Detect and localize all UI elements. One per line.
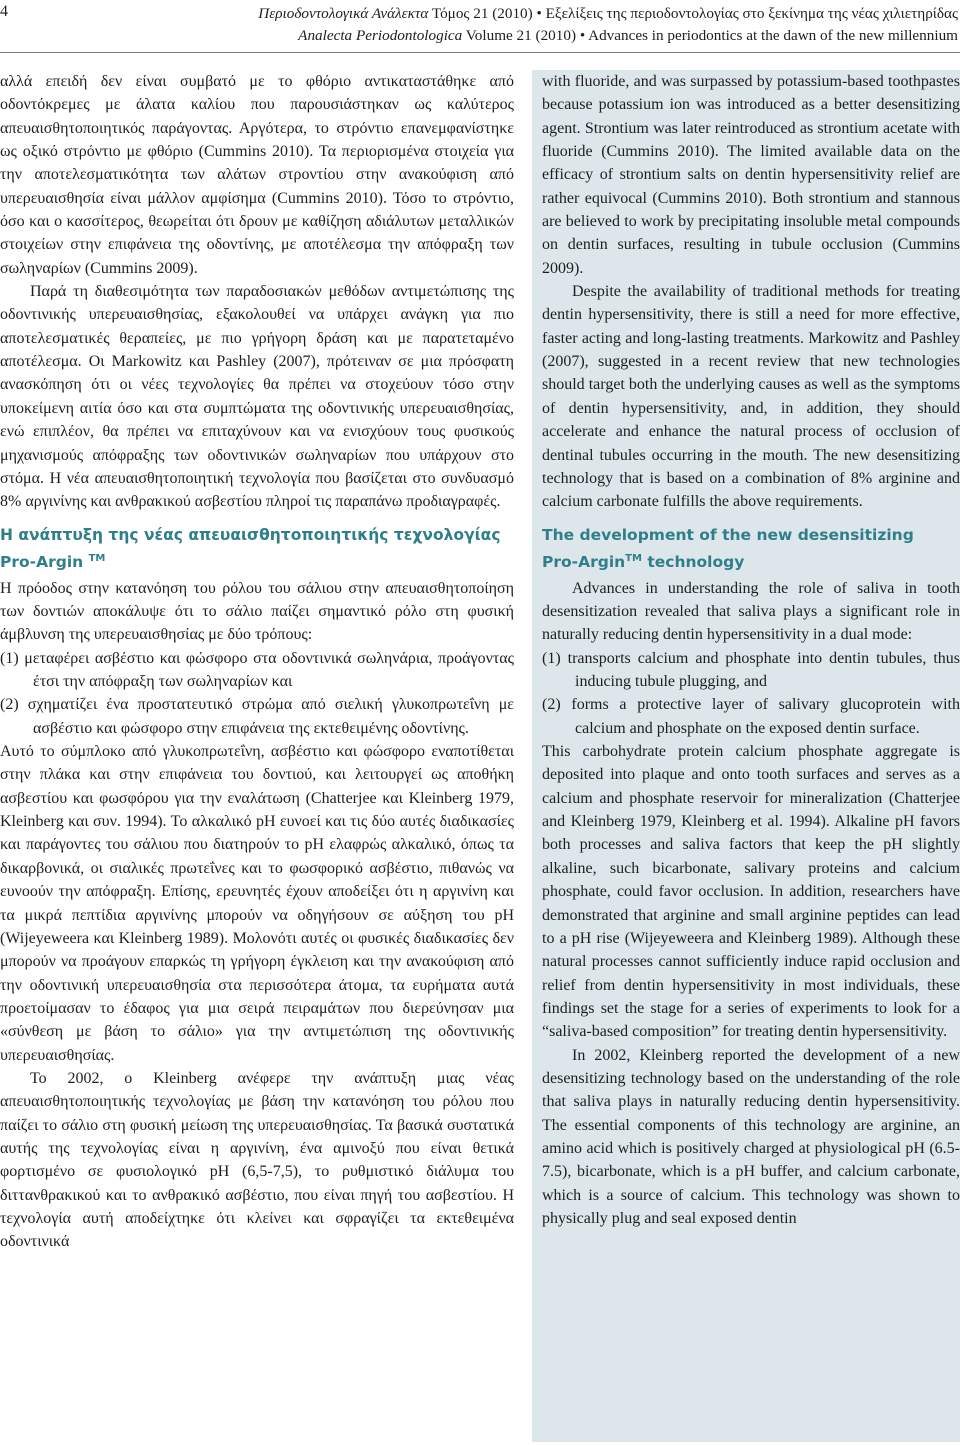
greek-paragraph-4: Αυτό το σύμπλοκο από γλυκοπρωτεΐνη, ασβέστιο και φώσφορο εναποτίθεται στην πλάκα και στην επιφάνεια του δοντιού, και λειτουργεί ως αποθήκη ασβεστίου και φωσφόρου για την εναλάτωση (Chatterjee και Kleinberg 1979, Kleinberg και συν. 1994). Το αλκαλικό pH ευνοεί και τις δύο αυτές διαδικασίες και παράγοντες του σάλιου που διατηρούν το pH ελαφρώς αλκαλικό, όπως τα δικαρβονικά, οι σιαλικές πρωτεΐνες και το φωσφορικό ασβέστιο, πιθανώς να ευνοούν την απόφραξη. Επίσης, ερευνητές έχουν αποδείξει ότι η αργινίνη και τα μικρά πεπτίδια αργινίνης μπορούν να οδηγήσουν σε αύξηση του pH (Wijeyeweera και Kleinberg 1989). Μολονότι αυτές οι φυσικές διαδικασίες δεν μπορούν να προάγουν επαρκώς τη γρήγορη έγκλειση και την ανακούφιση από την οδοντινική υπερευαισθησία στα περισσότερα άτομα, τα ευρήματα αυτά προετοίμασαν το έδαφος για μια σειρά πειραμάτων που διερεύνησαν μια «σύνθεση με βάση το σάλιο» για την αντιμετώπιση της οδοντινικής υπερευαισθησίας. [0, 743, 514, 1064]
greek-paragraph-2: Παρά τη διαθεσιμότητα των παραδοσιακών μεθόδων αντιμετώπισης της οδοντινικής υπερευαισθησίας, εξακολουθεί να υπάρχει ανάγκη για πιο αποτελεσματικές θεραπείες, με πιο γρήγορη δράση και με παρατεταμένο αποτέλεσμα. Οι Markowitz και Pashley (2007), πρότειναν σε μια πρόσφατη ανασκόπηση ότι οι νέες τεχνολογίες θα πρέπει να στοχεύουν τόσο στην υποκείμενη αιτία όσο και στα συμπτώματα της οδοντινικής υπερευαισθησίας, ενώ επιπλέον, θα πρέπει να επιταχύνουν και να ενισχύουν τους φυσικούς μηχανισμούς απόφραξης των οδοντινικών σωληναρίων που υπάρχουν στο στόμα. Η νέα απευαισθητοποιητική τεχνολογία που βασίζεται στο συνδυασμό 8% αργινίνης και ανθρακικού ασβεστίου πληροί τις παραπάνω προδιαγραφές. [0, 283, 514, 511]
greek-list-item-1: (1) μεταφέρει ασβέστιο και φώσφορο στα οδοντινικά σωληνάρια, προάγοντας έτσι την απόφραξη των σωληναρίων και [0, 649, 514, 691]
english-paragraph-2: Despite the availability of traditional methods for treating dentin hypersensitivity, there is still a need for more effective, faster acting and long-lasting treatments. Markowitz and Pashley (2007), suggested in a recent review that new technologies should target both the underlying causes as well as the symptoms of dentin hypersensitivity, and, in addition, they should accelerate and enhance the natural process of occlusion of dentinal tubules occurring in the mouth. The new desensitizing technology that is based on a combination of 8% arginine and calcium carbonate fulfills the above requirements. [542, 283, 960, 511]
volume-info-greek: Τόμος 21 (2010) • Εξελίξεις της περιοδοντολογίας στο ξεκίνημα της νέας χιλιετηρίδας [431, 5, 958, 22]
greek-heading-trademark: TM [88, 553, 106, 565]
header-rule [0, 52, 960, 53]
english-list-item-2: (2) forms a protective layer of salivary glucoprotein with calcium and phosphate on the exposed dentin surface. [542, 696, 960, 737]
running-head [258, 3, 958, 47]
english-paragraph-1: with fluoride, and was surpassed by potassium-based toothpastes because potassium ion was introduced as a better desensitizing agent. Strontium was later reintroduced as strontium acetate with fluoride (Cummins 2010). The limited available data on the efficacy of strontium salts on dentin hypersensitivity relief are rather equivocal (Cummins 2010). Both strontium and stannous are believed to work by precipitating insoluble metal compounds on dentin surfaces, resulting in tubule occlusion (Cummins 2009). [542, 73, 960, 277]
page-header [0, 0, 960, 54]
english-list-item-1: (1) transports calcium and phosphate into dentin tubules, thus inducing tubule plugging, and [542, 649, 960, 691]
greek-section-heading [0, 524, 514, 575]
english-heading-product: Pro-Argin [542, 553, 626, 572]
greek-heading-text: Η ανάπτυξη της νέας απευαισθητοποιητικής τεχνολογίας Pro-Argin [0, 525, 501, 572]
greek-paragraph-5: Το 2002, ο Kleinberg ανέφερε την ανάπτυξη μιας νέας απευαισθητοποιητικής τεχνολογίας με βάση την κατανόηση του ρόλου που παίζει το σάλιο στη φυσική μείωση της υπερευαισθησίας. Τα βασικά συστατικά αυτής της τεχνολογίας είναι η αργινίνη, ένα αμινοξύ που είναι θετικά φορτισμένο σε φυσιολογικό pH (6,5-7,5), το ρυθμιστικό διάλυμα του διττανθρακικού και το ανθρακικό ασβέστιο, που είναι πηγή του ασβεστίου. Η τεχνολογία αυτή αποδείχτηκε ότι κλείνει και σφραγίζει τα εκτεθειμένα οδοντινικά [0, 1069, 514, 1251]
page-number: 4 [0, 3, 8, 20]
english-column [532, 70, 960, 1442]
journal-title-greek: Περιοδοντολογικά Ανάλεκτα [258, 5, 429, 22]
greek-list-item-2: (2) σχηματίζει ένα προστατευτικό στρώμα από σιελική γλυκοπρωτεΐνη με ασβέστιο και φώσφορο στην επιφάνεια της εκτεθειμένης οδοντίνης. [0, 696, 514, 737]
volume-info-english: Volume 21 (2010) • Advances in periodontics at the dawn of the new millennium [465, 27, 958, 44]
english-paragraph-4: This carbohydrate protein calcium phosphate aggregate is deposited into plaque and onto tooth surfaces and serves as a calcium and phosphate reservoir for mineralization (Chatterjee and Kleinberg 1979, Kleinberg et al. 1994). Alkaline pH favors both processes and saliva factors that keep the pH slightly alkaline, such bicarbonate, salivary proteins and calcium phosphate, could favor occlusion. In addition, researchers have demonstrated that arginine and small arginine peptides can lead to a pH rise (Wijeyeweera and Kleinberg 1989). Although these natural processes cannot sufficiently induce rapid occlusion and relief from dentin hypersensitivity in most individuals, these findings set the stage for a series of experiments to look for a “saliva-based composition” for treating dentin hypersensitivity. [542, 743, 960, 1041]
greek-column [0, 70, 514, 1442]
greek-paragraph-3: Η πρόοδος στην κατανόηση του ρόλου του σάλιου στην απευαισθητοποίηση των δοντιών αποκάλυψε ότι το σάλιο παίζει σημαντικό ρόλο στη φυσική άμβλυνση της υπερευαισθησίας με δύο τρόπους: [0, 579, 514, 644]
greek-paragraph-1: αλλά επειδή δεν είναι συμβατό με το φθόριο αντικαταστάθηκε από οδοντόκρεμες με άλατα καλίου που παρουσιάστηκαν ως καλύτερος απευαισθητοποιητικός παράγοντας. Αργότερα, το στρόντιο επανεμφανίστηκε ως οξικό στρόντιο με φθόριο (Cummins 2010). Τα περιορισμένα στοιχεία για την αποτελεσματικότητα των αλάτων στροντίου στην ανακούφιση από υπερευαισθησία είναι μάλλον αμφίσημα (Cummins 2010). Τόσο το στρόντιο, όσο και ο κασσίτερος, θεωρείται ότι δρουν με καθίζηση αδιάλυτων μεταλλικών στοιχείων στην επιφάνεια της οδοντίνης, με αποτέλεσμα την απόφραξη των σωληναρίων (Cummins 2009). [0, 73, 514, 277]
english-section-heading [542, 524, 960, 575]
english-heading-trademark: TM [625, 553, 642, 565]
journal-title-english: Analecta Periodontologica [298, 27, 463, 44]
english-paragraph-3: Advances in understanding the role of saliva in tooth desensitization revealed that saliva plays a significant role in naturally reducing dentin hypersensitivity in a dual mode: [542, 579, 960, 644]
english-heading-line-1: The development of the new desensitizing [542, 525, 914, 544]
english-paragraph-5: In 2002, Kleinberg reported the development of a new desensitizing technology based on the understanding of the role that saliva plays in naturally reducing dentin hypersensitivity. The essential components of this technology are arginine, an amino acid which is positively charged at physiological pH (6.5-7.5), bicarbonate, which is a pH buffer, and calcium carbonate, which is a source of calcium. This technology was shown to physically plug and seal exposed dentin [542, 1046, 960, 1227]
running-head-english [258, 25, 958, 47]
english-heading-line-2-end: technology [647, 553, 745, 572]
running-head-greek [258, 3, 958, 25]
